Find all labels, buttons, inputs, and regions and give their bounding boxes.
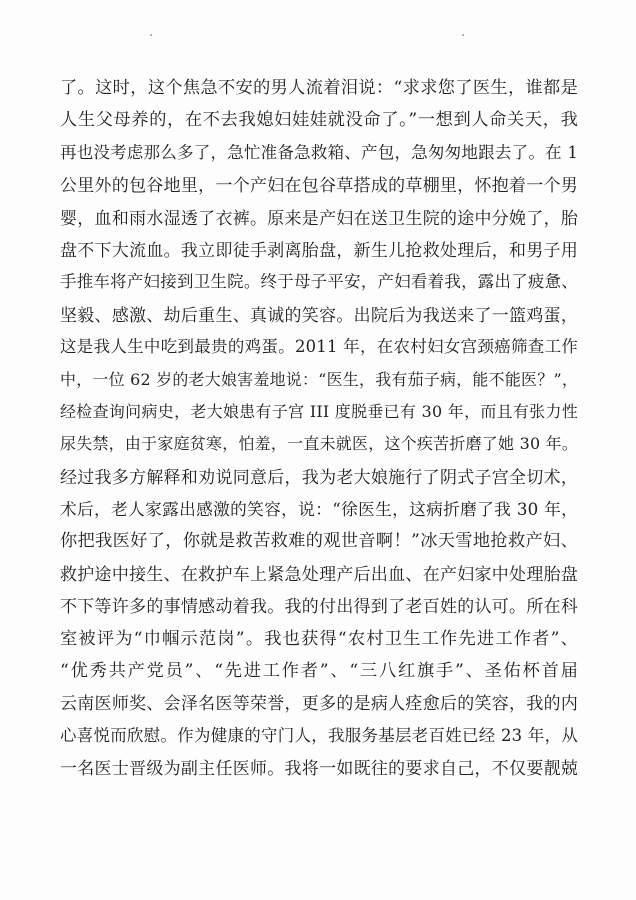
- text-line-21: 心喜悦而欣慰。作为健康的守门人，我服务基层老百姓已经 23 年，从: [60, 725, 578, 745]
- text-line-4: 公里外的包谷地里，一个产妇在包谷草搭成的草棚里，怀抱着一个男: [60, 175, 578, 196]
- text-line-11: 经检查询问病史，老大娘患有子宫 III 度脱垂已有 30 年，而且有张力性: [60, 401, 578, 421]
- text-line-7: 手推车将产妇接到卫生院。终于母子平安，产妇看着我，露出了疲惫、: [60, 272, 578, 292]
- text-line-2: 人生父母养的，在不去我媳妇娃娃就没命了。”一想到人命关天，我: [60, 110, 578, 131]
- scan-speck-right: [462, 34, 464, 36]
- text-line-19: “优秀共产党员”、“先进工作者”、“三八红旗手”、圣佑杯首届: [60, 661, 578, 682]
- text-line-20: 云南医师奖、会泽名医等荣誉，更多的是病人痊愈后的笑容，我的内: [60, 693, 578, 714]
- text-line-14: 术后，老人家露出感激的笑容，说：“徐医生，这病折磨了我 30 年，: [60, 499, 578, 520]
- text-line-6: 盘不下大流血。我立即徒手剥离胎盘，新生儿抢救处理后，和男子用: [60, 239, 578, 260]
- text-line-5: 婴，血和雨水湿透了衣裤。原来是产妇在送卫生院的途中分娩了，胎: [60, 207, 578, 228]
- text-line-22: 一名医士晋级为副主任医师。我将一如既往的要求自己，不仅要靓兢: [60, 758, 578, 779]
- text-line-8: 坚毅、感激、劫后重生、真诚的笑容。出院后为我送来了一篮鸡蛋，: [60, 304, 578, 325]
- text-line-17: 不下等许多的事情感动着我。我的付出得到了老百姓的认可。所在科: [60, 596, 578, 617]
- text-line-15: 你把我医好了，你就是救苦救难的观世音啊！”冰天雪地抢救产妇、: [60, 531, 578, 552]
- text-line-13: 经过我多方解释和劝说同意后，我为老大娘施行了阴式子宫全切术，: [60, 466, 578, 487]
- scan-speck-left: [150, 34, 152, 36]
- text-line-10: 中，一位 62 岁的老大娘害羞地说：“医生，我有茄子病，能不能医？”，: [60, 369, 578, 389]
- text-line-9: 这是我人生中吃到最贵的鸡蛋。2011 年，在农村妇女宫颈癌筛查工作: [60, 337, 578, 357]
- text-line-16: 救护途中接生、在救护车上紧急处理产后出血、在产妇家中处理胎盘: [60, 563, 578, 584]
- text-line-18: 室被评为“巾帼示范岗”。我也获得“农村卫生工作先进工作者”、: [60, 628, 578, 649]
- body-text: [60, 72, 578, 785]
- text-line-12: 尿失禁，由于家庭贫寒，怕羞，一直未就医，这个疾苦折磨了她 30 年。: [60, 434, 578, 454]
- text-line-3: 再也没考虑那么多了，急忙准备急救箱、产包，急匆匆地跟去了。在 1: [60, 142, 578, 162]
- text-line-1: 了。这时，这个焦急不安的男人流着泪说：“求求您了医生，谁都是: [60, 78, 578, 98]
